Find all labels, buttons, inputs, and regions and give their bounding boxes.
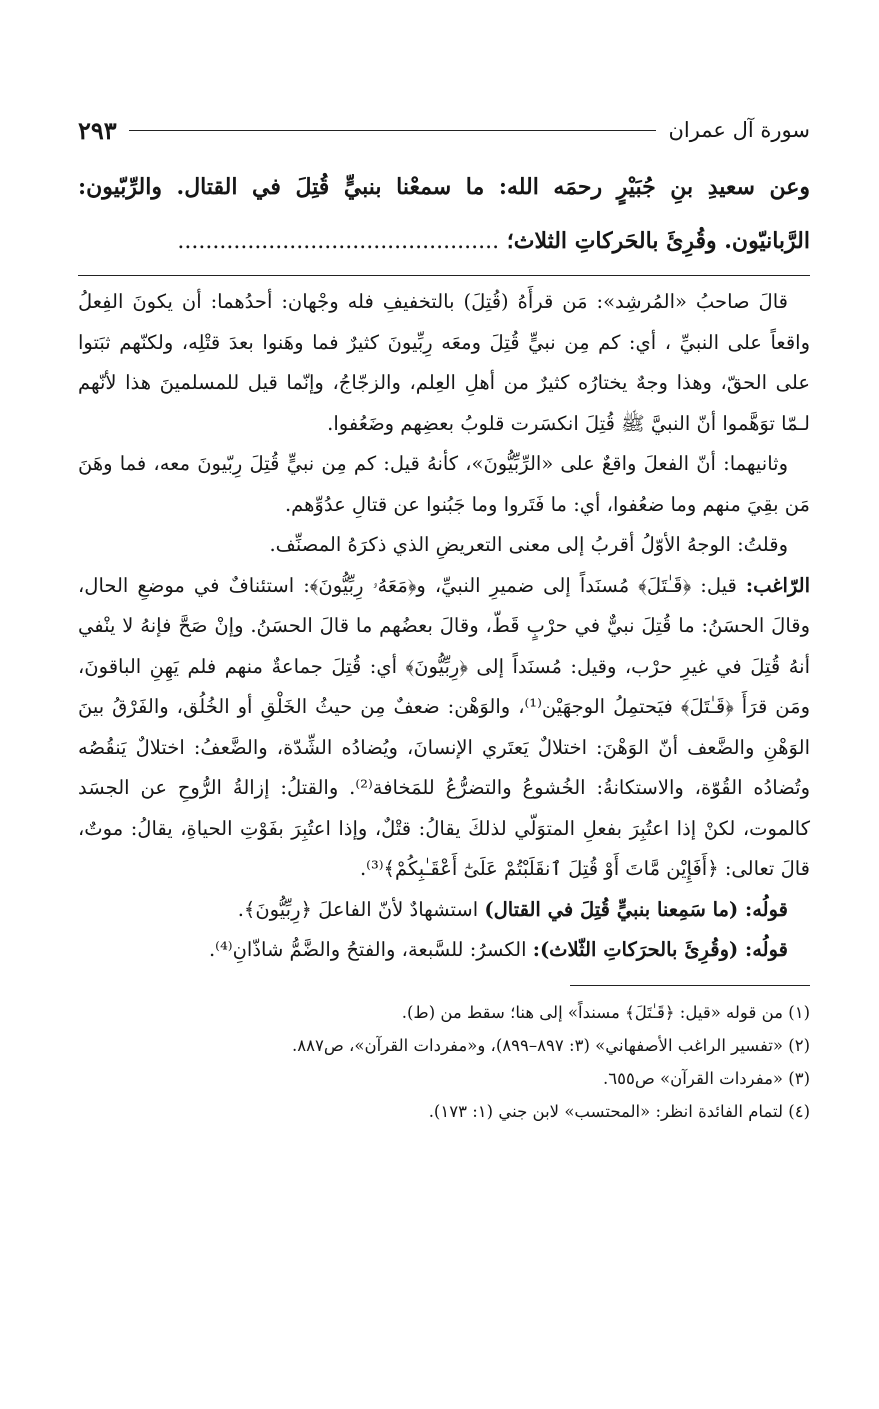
book-page: [78, 108, 810, 1128]
commentary: [78, 282, 810, 971]
footnote: (١) من قوله «قيل: ﴿قَـٰتَلَ﴾ مسنداً» إلى هنا؛ سقط من (ط).: [401, 1002, 810, 1022]
commentary-lead: قولُه: (ما سَمِعنا بنبيٍّ قُتِلَ في القتال): [484, 897, 788, 921]
surah-title: سورة آل عمران: [668, 118, 810, 142]
commentary-text: الكسرُ: للسَّبعة، والفتحُ والضَّمُّ شاذّانِ⁽⁴⁾.: [208, 938, 527, 961]
base-text: [78, 160, 810, 269]
commentary-lead: الرّاغب:: [745, 573, 810, 597]
commentary-paragraph: [78, 444, 810, 525]
commentary-text: قالَ صاحبُ «المُرشِد»: مَن قرأَهُ (قُتِلَ) بالتخفيفِ فله وجْهان: أحدُهما: أن يكونَ الفِعلُ واقعاً على النبيِّ ، أي: كم مِن نبيٍّ قُتِلَ ومعَه رِبِّيونَ كثيرٌ فما وهَنوا بعدَ قتْلِه، ولكنّهم ثبَتوا على الحقّ، وهذا وجهٌ يختارُه كثيرٌ من أهلِ العِلم، والزجّاجُ، وإنّما قيل للمسلمينَ هذا لأنّهم لـمّا توَهَّموا أنّ النبيَّ ﷺ قُتِلَ انكسَرت قلوبُ بعضِهم وضَعُفوا.: [78, 290, 810, 435]
commentary-paragraph: [78, 525, 810, 566]
commentary-text: وثانيهما: أنّ الفعلَ واقعٌ على «الرِّبِّيُّونَ»، كأنهُ قيل: كم مِن نبيٍّ قُتِلَ رِبّيونَ معه، فما وهَنَ مَن بقِيَ منهم وما ضعُفوا، أي: ما فَتَروا وما جَبُنوا عن قتالِ عدُوِّهم.: [78, 452, 810, 516]
footnote: (٣) «مفردات القرآن» ص٦٥٥.: [603, 1068, 810, 1088]
commentary-lead: قولُه: (وقُرِئَ بالحرَكاتِ الثّلاث):: [532, 938, 788, 961]
header-rule: [129, 130, 657, 131]
base-text-line: وعن سعيدِ بنِ جُبَيْرٍ رحمَه الله: ما سمعْنا بنبيٍّ قُتِلَ في القتال. والرِّبّيون: الرَّبانيّون. وقُرِئَ بالحَركاتِ الثلاث؛: [78, 174, 810, 254]
footnote: (٢) «تفسير الراغب الأصفهاني» (٣: ٨٩٧–٨٩٩)، و«مفردات القرآن»، ص٨٨٧.: [292, 1035, 810, 1055]
running-header: [78, 108, 810, 152]
commentary-text: وقلتُ: الوجهُ الأوّلُ أقربُ إلى معنى التعريضِ الذي ذكرَهُ المصنِّف.: [269, 533, 788, 556]
footnote-separator: [570, 985, 810, 986]
commentary-text: استشهادٌ لأنّ الفاعلَ ﴿رِبِّيُّونَ﴾.: [237, 897, 479, 921]
commentary-paragraph: [78, 282, 810, 444]
base-text-dots: ..............................................: [177, 229, 500, 254]
page-number: ٢٩٣: [78, 115, 117, 145]
commentary-paragraph: [78, 566, 810, 890]
commentary-paragraph: [78, 930, 810, 971]
commentary-paragraph: [78, 890, 810, 931]
footnotes: [78, 996, 810, 1128]
commentary-text: قيل: ﴿قَـٰتَلَ﴾ مُسنَداً إلى ضميرِ النبيِّ، و﴿مَعَهُۥ رِبِّيُّونَ﴾: استئنافٌ في موضعِ الحال، وقالَ الحسَنُ: ما قُتِلَ نبيٌّ في حرْبٍ قَطّ، وقالَ بعضُهم ما قالَ الحسَنُ. وإنْ صَحَّ فإنهُ لا ينْفي أنهُ قُتِلَ في غيرِ حرْب، وقيل: مُسنَداً إلى ﴿رِبِّيُّونَ﴾ أي: قُتِلَ جماعةٌ منهم فلم يَهِنِ الباقونَ، ومَن قرَأَ ﴿قَـٰتَلَ﴾ فيَحتمِلُ الوجهَيْن⁽¹⁾، والوَهْن: ضعفٌ مِن حيثُ الخَلْقِ أو الخُلُق، والفَرْقُ بينَ الوَهْنِ والضَّعف أنّ الوَهْنَ: اختلالٌ يَعتَري الإنسانَ، ويُضادُه الشِّدّة، والضَّعفُ: اختلالٌ يَنقُصُه وتُضادُه القُوّة، والاستكانةُ: الخُشوعُ والتضرُّعُ للمَخافة⁽²⁾. والقتلُ: إزالةُ الرُّوحِ عن الجسَد كالموت، لكنْ إذا اعتُبِرَ بفعلِ المتوَلّي لذلكَ يقالُ: قتْلٌ، وإذا اعتُبِرَ بفَوْتِ الحياةِ، يقالُ: موتٌ، قالَ تعالى: ﴿أَفَإِيْن مَّاتَ أَوْ قُتِلَ ٱنقَلَبْتُمْ عَلَىٰٓ أَعْقَـٰبِكُمْ﴾⁽³⁾.: [78, 573, 810, 880]
footnote: (٤) لتمام الفائدة انظر: «المحتسب» لابن جني (١: ١٧٣).: [428, 1101, 810, 1121]
base-text-separator: [78, 275, 810, 276]
